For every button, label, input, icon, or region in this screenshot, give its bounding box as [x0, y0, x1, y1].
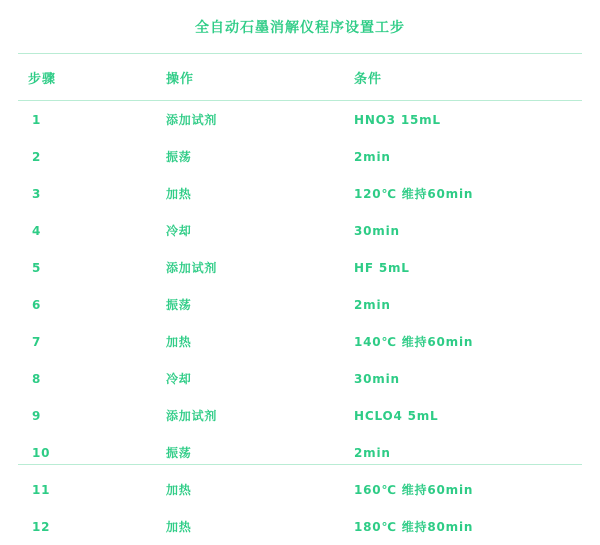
cell-condition: 180℃ 维持80min — [354, 520, 474, 534]
cell-step: 1 — [32, 112, 42, 127]
table-row — [0, 360, 600, 397]
cell-condition: 2min — [354, 149, 391, 164]
table-row — [0, 101, 600, 138]
cell-condition: 30min — [354, 371, 400, 386]
cell-operation: 加热 — [166, 187, 192, 201]
page-title: 全自动石墨消解仪程序设置工步 — [195, 20, 405, 36]
program-steps-table — [0, 54, 600, 100]
cell-condition: 2min — [354, 297, 391, 312]
cell-condition: HF 5mL — [354, 260, 410, 275]
cell-operation: 添加试剂 — [166, 261, 218, 275]
program-steps-body — [0, 101, 600, 545]
table-header — [0, 54, 600, 100]
cell-operation: 冷却 — [166, 372, 192, 386]
cell-operation: 振荡 — [166, 150, 192, 164]
table-row — [0, 471, 600, 508]
footer-divider — [18, 464, 582, 465]
cell-condition: 30min — [354, 223, 400, 238]
cell-condition: 120℃ 维持60min — [354, 187, 474, 201]
table-body — [0, 101, 600, 545]
cell-step: 12 — [32, 519, 51, 534]
table-row — [0, 212, 600, 249]
table-row — [0, 323, 600, 360]
cell-operation: 冷却 — [166, 224, 192, 238]
table-row — [0, 434, 600, 471]
cell-step: 4 — [32, 223, 42, 238]
cell-condition: HCLO4 5mL — [354, 408, 439, 423]
cell-operation: 加热 — [166, 335, 192, 349]
table-row — [0, 138, 600, 175]
table-row — [0, 286, 600, 323]
table-row — [0, 249, 600, 286]
column-header-operation: 操作 — [166, 72, 195, 87]
cell-step: 10 — [32, 445, 51, 460]
cell-step: 8 — [32, 371, 42, 386]
table-row — [0, 508, 600, 545]
cell-step: 2 — [32, 149, 42, 164]
cell-operation: 振荡 — [166, 446, 192, 460]
table-header-row — [0, 54, 600, 100]
cell-step: 3 — [32, 186, 42, 201]
cell-operation: 加热 — [166, 520, 192, 534]
cell-step: 7 — [32, 334, 42, 349]
cell-condition: 2min — [354, 445, 391, 460]
cell-condition: 140℃ 维持60min — [354, 335, 474, 349]
cell-condition: HNO3 15mL — [354, 112, 441, 127]
table-row — [0, 397, 600, 434]
cell-step: 5 — [32, 260, 42, 275]
cell-operation: 加热 — [166, 483, 192, 497]
cell-operation: 添加试剂 — [166, 409, 218, 423]
cell-condition: 160℃ 维持60min — [354, 483, 474, 497]
cell-step: 11 — [32, 482, 51, 497]
cell-operation: 添加试剂 — [166, 113, 218, 127]
table-row — [0, 175, 600, 212]
cell-step: 6 — [32, 297, 42, 312]
cell-operation: 振荡 — [166, 298, 192, 312]
column-header-condition: 条件 — [354, 72, 383, 87]
column-header-step: 步骤 — [28, 72, 57, 87]
cell-step: 9 — [32, 408, 42, 423]
